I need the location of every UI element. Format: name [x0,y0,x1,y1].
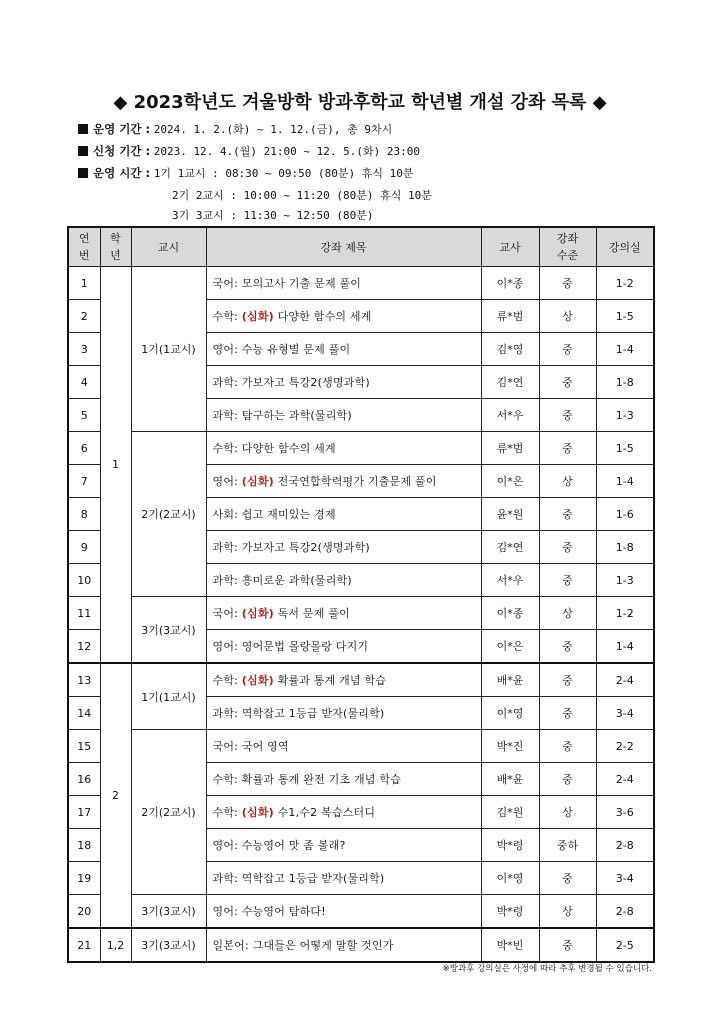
level-cell: 중 [539,366,596,399]
advanced-tag: (심화) [241,674,274,687]
course-title-cell [206,300,481,333]
row-number: 19 [68,862,100,895]
level-cell: 상 [539,597,596,630]
course-name: 역학잡고 1등급 받자(물리학) [241,707,385,720]
teacher-cell: 박*진 [481,730,539,763]
teacher-cell: 배*윤 [481,663,539,697]
teacher-cell: 이*영 [481,697,539,730]
level-cell: 중 [539,663,596,697]
course-subject: 영어: [212,475,242,488]
row-number: 5 [68,399,100,432]
row-number: 9 [68,531,100,564]
teacher-cell: 이*영 [481,862,539,895]
period-cell: 1기(1교시) [131,267,206,432]
table-row [68,432,654,465]
schedule-period-3: 3기 3교시 : 11:30 ~ 12:50 (80분) [172,209,374,222]
course-title-cell [206,895,481,929]
table-row [68,928,654,962]
teacher-cell: 류*범 [481,432,539,465]
course-subject: 과학: [212,574,242,587]
course-subject: 영어: [212,905,242,918]
level-cell: 중 [539,697,596,730]
room-cell: 1-5 [596,300,654,333]
level-cell: 중 [539,763,596,796]
table-row [68,663,654,697]
footnote: ※방과후 강의실은 사정에 따라 추후 변경될 수 있습니다. [442,964,652,974]
teacher-cell: 김*영 [481,333,539,366]
room-cell: 1-3 [596,399,654,432]
square-bullet-icon [78,146,88,156]
course-subject: 수학: [212,674,242,687]
level-cell: 중 [539,531,596,564]
advanced-tag: (심화) [241,475,274,488]
teacher-cell: 박*빈 [481,928,539,962]
level-cell: 상 [539,300,596,333]
level-cell: 중하 [539,829,596,862]
table-header-row [68,227,654,267]
advanced-tag: (심화) [241,607,274,620]
row-number: 17 [68,796,100,829]
operation-period: 운영 기간 : 2024. 1. 2.(화) ~ 1. 12.(금), 총 9차시 [78,121,392,137]
header-period: 교시 [131,227,206,267]
square-bullet-icon [78,168,88,178]
page-title: ◆ 2023학년도 겨울방학 방과후학교 학년별 개설 강좌 목록 ◆ [113,92,607,113]
course-name: 전국연합학력평가 기출문제 풀이 [273,475,437,488]
table-row [68,267,654,300]
teacher-cell: 김*연 [481,366,539,399]
room-cell: 1-8 [596,366,654,399]
period-cell: 3기(3교시) [131,895,206,929]
course-subject: 국어: [212,277,242,290]
course-name: 독서 문제 풀이 [273,607,350,620]
course-name: 수능영어 탐하다! [241,905,326,918]
room-cell: 2-2 [596,730,654,763]
room-cell: 1-4 [596,465,654,498]
course-title-cell [206,763,481,796]
room-cell: 2-8 [596,895,654,929]
level-cell: 중 [539,432,596,465]
room-cell: 1-4 [596,333,654,366]
teacher-cell: 김*원 [481,796,539,829]
course-title-cell [206,697,481,730]
schedule-period-2: 2기 2교시 : 10:00 ~ 11:20 (80분) 휴식 10분 [172,189,432,202]
period-cell: 3기(3교시) [131,597,206,664]
row-number: 6 [68,432,100,465]
course-title-cell [206,630,481,664]
row-number: 1 [68,267,100,300]
period-cell: 1기(1교시) [131,663,206,730]
row-number: 21 [68,928,100,962]
course-subject: 과학: [212,707,242,720]
course-name: 확률과 통계 완전 기초 개념 학습 [241,773,401,786]
course-name: 흥미로운 과학(물리학) [241,574,352,587]
course-title-cell [206,928,481,962]
grade-cell: 1,2 [100,928,131,962]
row-number: 13 [68,663,100,697]
level-cell: 중 [539,498,596,531]
course-name: 다양한 함수의 세계 [241,442,336,455]
room-cell: 2-5 [596,928,654,962]
header-teacher: 교사 [481,227,539,267]
table-row [68,895,654,929]
period-cell: 2기(2교시) [131,432,206,597]
row-number: 7 [68,465,100,498]
course-subject: 과학: [212,376,242,389]
room-cell: 1-6 [596,498,654,531]
course-subject: 과학: [212,409,242,422]
course-name: 수능 유형별 문제 풀이 [241,343,351,356]
course-name: 가보자고 특강2(생명과학) [241,376,370,389]
row-number: 4 [68,366,100,399]
room-cell: 3-6 [596,796,654,829]
header-level: 강좌 수준 [539,227,596,267]
room-cell: 1-3 [596,564,654,597]
teacher-cell: 이*은 [481,630,539,664]
teacher-cell: 류*범 [481,300,539,333]
course-subject: 영어: [212,343,242,356]
row-number: 8 [68,498,100,531]
square-bullet-icon [78,124,88,134]
level-cell: 상 [539,895,596,929]
course-subject: 국어: [212,607,242,620]
teacher-cell: 김*연 [481,531,539,564]
course-name: 가보자고 특강2(생명과학) [241,541,370,554]
table-row [68,730,654,763]
course-subject: 과학: [212,872,242,885]
level-cell: 중 [539,399,596,432]
teacher-cell: 박*령 [481,895,539,929]
level-cell: 중 [539,333,596,366]
row-number: 20 [68,895,100,929]
course-name: 확률과 통계 개념 학습 [273,674,387,687]
grade-cell: 1 [100,267,131,664]
level-cell: 중 [539,730,596,763]
course-name: 모의고사 기출 문제 풀이 [241,277,362,290]
course-subject: 수학: [212,806,242,819]
level-cell: 중 [539,630,596,664]
course-title-cell [206,862,481,895]
period-cell: 3기(3교시) [131,928,206,962]
course-title-cell [206,498,481,531]
course-subject: 국어: [212,740,242,753]
row-number: 10 [68,564,100,597]
course-name: 수능영어 맛 좀 볼래? [241,839,346,852]
course-table [67,226,655,963]
row-number: 15 [68,730,100,763]
teacher-cell: 서*우 [481,564,539,597]
period-cell: 2기(2교시) [131,730,206,895]
room-cell: 1-2 [596,597,654,630]
row-number: 2 [68,300,100,333]
table-row [68,597,654,630]
row-number: 11 [68,597,100,630]
course-title-cell [206,333,481,366]
course-title-cell [206,663,481,697]
room-cell: 2-8 [596,829,654,862]
teacher-cell: 윤*원 [481,498,539,531]
room-cell: 2-4 [596,663,654,697]
course-name: 국어 영역 [241,740,289,753]
course-name: 역학잡고 1등급 받자(물리학) [241,872,385,885]
course-title-cell [206,267,481,300]
course-name: 그대들은 어떻게 말할 것인가 [252,939,394,952]
teacher-cell: 이*은 [481,465,539,498]
course-name: 수1,수2 복습스터디 [273,806,376,819]
advanced-tag: (심화) [241,310,274,323]
course-title-cell [206,465,481,498]
room-cell: 3-4 [596,697,654,730]
level-cell: 상 [539,796,596,829]
course-title-cell [206,564,481,597]
room-cell: 1-2 [596,267,654,300]
course-name: 쉽고 재미있는 경제 [241,508,336,521]
course-title-cell [206,399,481,432]
course-title-cell [206,597,481,630]
course-name: 다양한 함수의 세계 [273,310,372,323]
course-title-cell [206,796,481,829]
course-title-cell [206,432,481,465]
room-cell: 1-5 [596,432,654,465]
teacher-cell: 서*우 [481,399,539,432]
course-name: 탐구하는 과학(물리학) [241,409,352,422]
level-cell: 상 [539,465,596,498]
course-subject: 영어: [212,839,242,852]
room-cell: 1-4 [596,630,654,664]
row-number: 3 [68,333,100,366]
grade-cell: 2 [100,663,131,928]
row-number: 14 [68,697,100,730]
teacher-cell: 배*윤 [481,763,539,796]
teacher-cell: 이*종 [481,267,539,300]
teacher-cell: 이*종 [481,597,539,630]
application-period: 신청 기간 : 2023. 12. 4.(월) 21:00 ~ 12. 5.(화) 23:00 [78,143,420,159]
level-cell: 중 [539,862,596,895]
course-title-cell [206,366,481,399]
advanced-tag: (심화) [241,806,274,819]
level-cell: 중 [539,928,596,962]
header-no: 연 번 [68,227,100,267]
row-number: 12 [68,630,100,664]
teacher-cell: 박*령 [481,829,539,862]
operation-time: 운영 시간 : 1기 1교시 : 08:30 ~ 09:50 (80분) 휴식 10분 [78,165,414,181]
row-number: 18 [68,829,100,862]
course-title-cell [206,730,481,763]
course-subject: 과학: [212,541,242,554]
course-subject: 수학: [212,442,242,455]
course-title-cell [206,531,481,564]
course-subject: 사회: [212,508,242,521]
header-grade: 학 년 [100,227,131,267]
room-cell: 3-4 [596,862,654,895]
row-number: 16 [68,763,100,796]
course-subject: 수학: [212,310,242,323]
room-cell: 2-4 [596,763,654,796]
course-subject: 영어: [212,640,242,653]
level-cell: 중 [539,267,596,300]
level-cell: 중 [539,564,596,597]
course-subject: 일본어: [212,939,253,952]
header-course: 강좌 제목 [206,227,481,267]
header-room: 강의실 [596,227,654,267]
room-cell: 1-8 [596,531,654,564]
course-subject: 수학: [212,773,242,786]
course-title-cell [206,829,481,862]
course-name: 영어문법 몰랑몰랑 다지기 [241,640,369,653]
